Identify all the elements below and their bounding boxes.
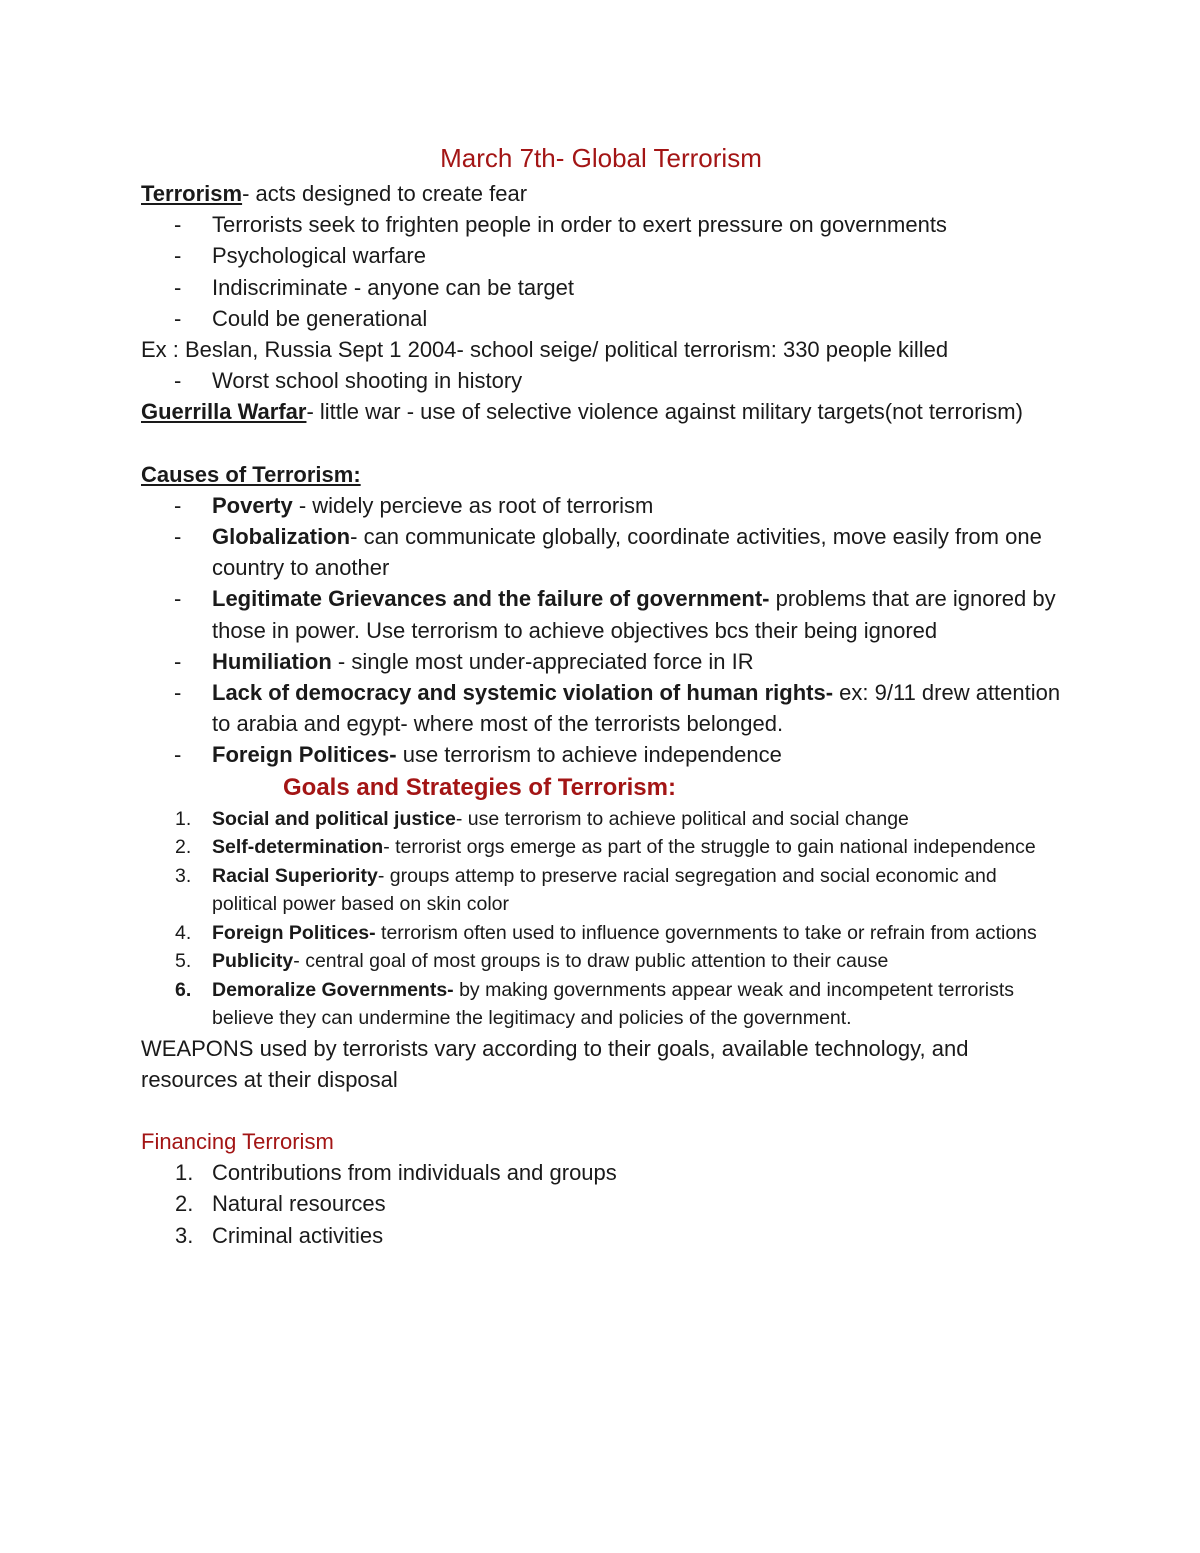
list-item: - Foreign Politices- use terrorism to achieve independence — [174, 742, 782, 768]
terrorism-definition — [141, 178, 1061, 209]
list-item: 3. Criminal activities — [175, 1222, 384, 1248]
list-item: - Poverty - widely percieve as root of terrorism — [174, 492, 654, 518]
example-points — [141, 365, 1061, 396]
goals-list — [141, 805, 1061, 1033]
list-item: 5. Publicity- central goal of most groups is to draw public attention to their cause — [175, 950, 889, 973]
causes-list — [141, 490, 1061, 771]
list-item: - Legitimate Grievances and the failure of government- problems that are ignored by those in power. Use terrorism to achieve objectives bcs their being ignored — [174, 586, 1056, 643]
causes-heading: Causes of Terrorism: — [141, 461, 361, 487]
list-item: - Indiscriminate - anyone can be target — [174, 274, 574, 300]
guerrilla-term: Guerrilla Warfar — [141, 399, 307, 425]
list-item: - Worst school shooting in history — [174, 368, 523, 394]
terrorism-def: - acts designed to create fear — [242, 181, 528, 206]
weapons-paragraph: WEAPONS used by terrorists vary according to their goals, available technology, and resources at their disposal — [141, 1035, 969, 1092]
document-page — [141, 140, 1061, 1251]
guerrilla-def: - little war - use of selective violence against military targets(not terrorism) — [306, 399, 1023, 425]
list-item: 3. Racial Superiority- groups attemp to preserve racial segregation and social economic and political power based on skin color — [175, 864, 997, 916]
terrorism-term: Terrorism — [141, 181, 243, 206]
list-item: - Globalization- can communicate globally, coordinate activities, move easily from one country to another — [174, 524, 1042, 581]
terrorism-points — [141, 209, 1061, 334]
list-item: 2. Natural resources — [175, 1191, 386, 1217]
list-item: 1. Contributions from individuals and groups — [175, 1160, 617, 1186]
list-item: - Psychological warfare — [174, 243, 426, 269]
financing-heading: Financing Terrorism — [141, 1129, 334, 1155]
guerrilla-definition — [141, 396, 1061, 427]
list-item: 4. Foreign Politices- terrorism often used to influence governments to take or refrain from actions — [175, 921, 1037, 944]
list-item: 1. Social and political justice- use terrorism to achieve political and social change — [175, 807, 909, 830]
list-item: - Could be generational — [174, 305, 428, 331]
list-item: - Humiliation - single most under-appreciated force in IR — [174, 648, 754, 674]
financing-list — [141, 1157, 1061, 1251]
example-line: Ex : Beslan, Russia Sept 1 2004- school seige/ political terrorism: 330 people killed — [141, 337, 949, 363]
list-item: - Lack of democracy and systemic violation of human rights- ex: 9/11 drew attention to arabia and egypt- where most of the terrorists belonged. — [174, 680, 1061, 737]
list-item: - Terrorists seek to frighten people in order to exert pressure on governments — [174, 212, 947, 238]
goals-heading: Goals and Strategies of Terrorism: — [283, 773, 676, 801]
page-title: March 7th- Global Terrorism — [440, 143, 762, 173]
list-item: 2. Self-determination- terrorist orgs emerge as part of the struggle to gain national independence — [175, 836, 1036, 859]
list-item: 6. Demoralize Governments- by making governments appear weak and incompetent terrorists believe they can undermine the legitimacy and policies of the government. — [175, 978, 1015, 1030]
